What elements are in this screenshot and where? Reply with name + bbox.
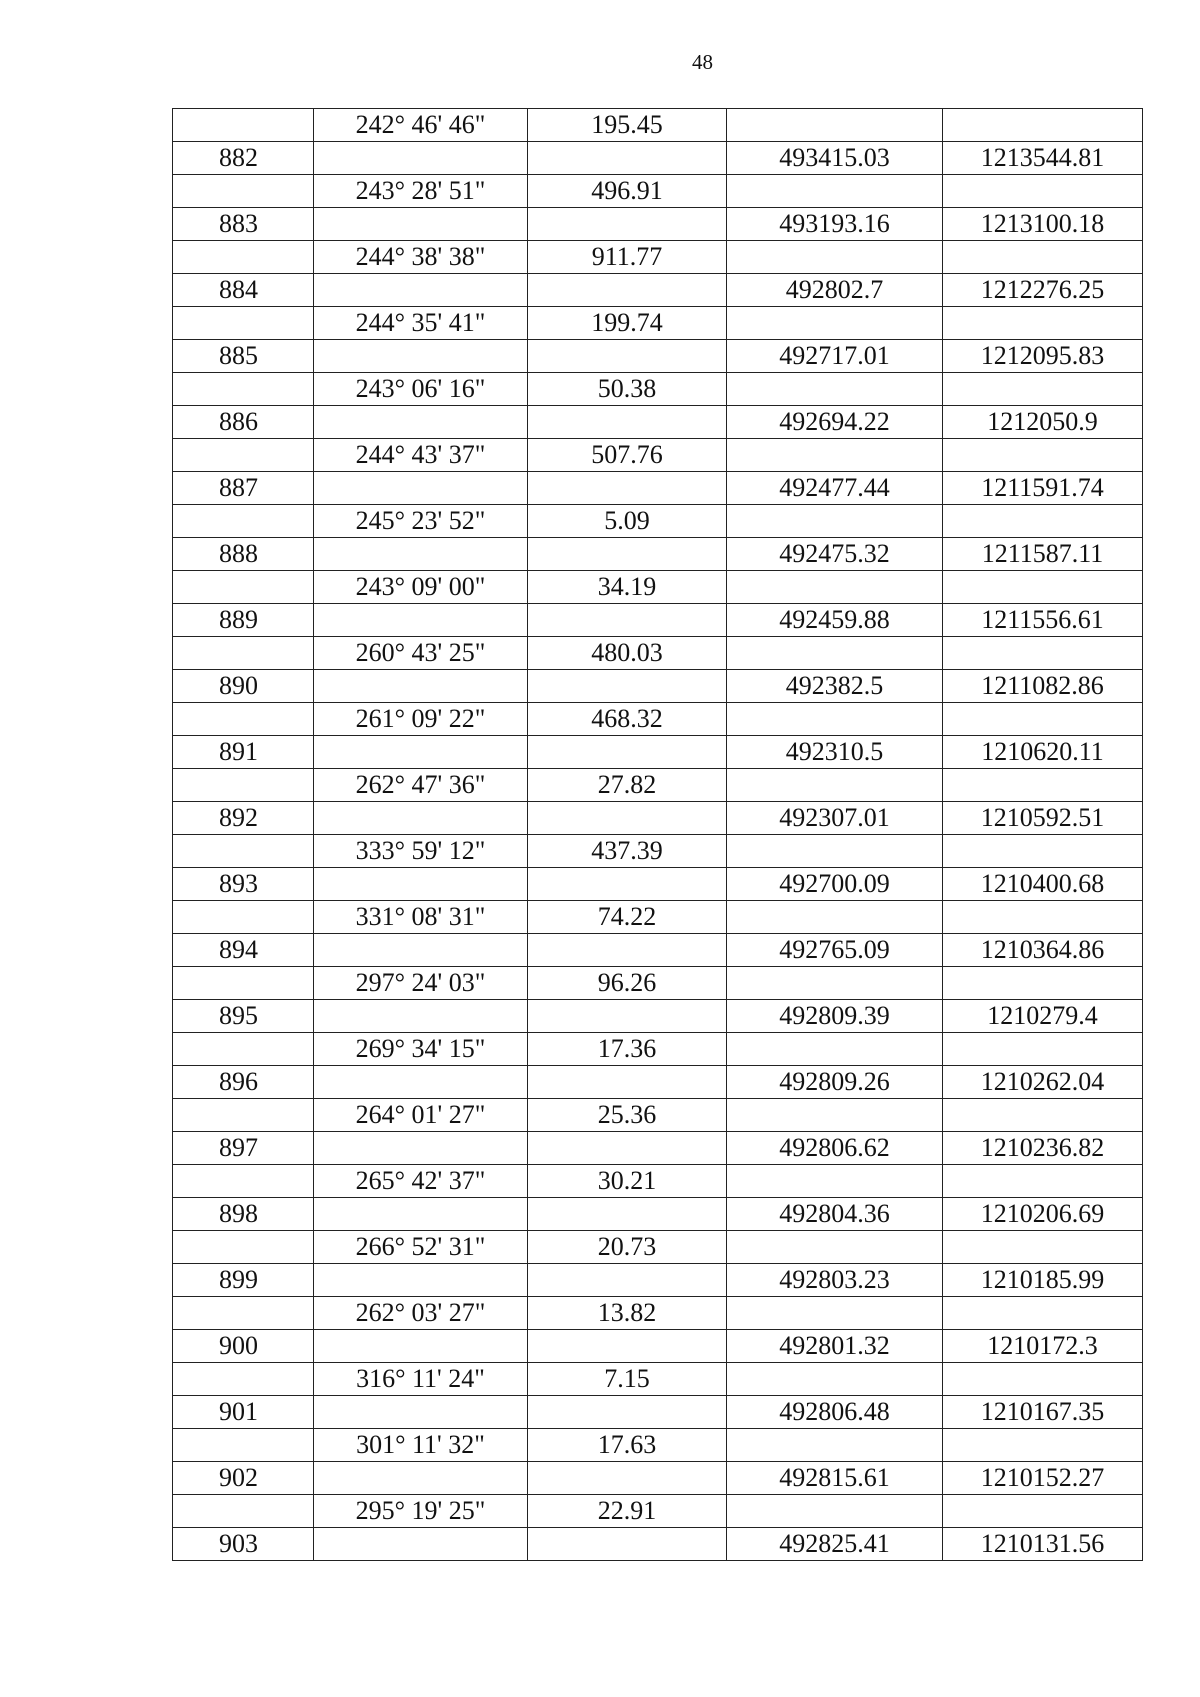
- distance-cell: [528, 1330, 727, 1363]
- northing-cell: 492809.26: [727, 1066, 943, 1099]
- northing-cell: 492803.23: [727, 1264, 943, 1297]
- easting-cell: 1210364.86: [943, 934, 1143, 967]
- point-cell: [173, 1033, 314, 1066]
- distance-cell: 199.74: [528, 307, 727, 340]
- table-row-leg: [173, 769, 1143, 802]
- bearing-cell: 266° 52' 31": [314, 1231, 528, 1264]
- bearing-cell: [314, 736, 528, 769]
- northing-cell: [727, 835, 943, 868]
- easting-cell: 1210620.11: [943, 736, 1143, 769]
- table-row-point: [173, 934, 1143, 967]
- table-row-point: [173, 670, 1143, 703]
- easting-cell: 1210185.99: [943, 1264, 1143, 1297]
- table-row-leg: [173, 1099, 1143, 1132]
- bearing-cell: [314, 340, 528, 373]
- easting-cell: [943, 1231, 1143, 1264]
- table-row-point: [173, 406, 1143, 439]
- point-cell: 902: [173, 1462, 314, 1495]
- table-row-leg: [173, 703, 1143, 736]
- point-cell: [173, 1099, 314, 1132]
- easting-cell: 1210152.27: [943, 1462, 1143, 1495]
- table-row-point: [173, 538, 1143, 571]
- northing-cell: [727, 373, 943, 406]
- point-cell: [173, 1363, 314, 1396]
- distance-cell: [528, 1000, 727, 1033]
- easting-cell: [943, 1429, 1143, 1462]
- point-cell: 884: [173, 274, 314, 307]
- northing-cell: 492477.44: [727, 472, 943, 505]
- distance-cell: [528, 1264, 727, 1297]
- table-row-point: [173, 1132, 1143, 1165]
- bearing-cell: 262° 47' 36": [314, 769, 528, 802]
- table-row-point: [173, 1462, 1143, 1495]
- table-row-point: [173, 1396, 1143, 1429]
- bearing-cell: 265° 42' 37": [314, 1165, 528, 1198]
- easting-cell: [943, 769, 1143, 802]
- table-row-leg: [173, 505, 1143, 538]
- point-cell: 892: [173, 802, 314, 835]
- table-row-point: [173, 1264, 1143, 1297]
- distance-cell: [528, 208, 727, 241]
- distance-cell: [528, 1528, 727, 1561]
- easting-cell: [943, 967, 1143, 1000]
- easting-cell: [943, 373, 1143, 406]
- point-cell: 889: [173, 604, 314, 637]
- northing-cell: 492700.09: [727, 868, 943, 901]
- point-cell: [173, 967, 314, 1000]
- bearing-cell: 244° 35' 41": [314, 307, 528, 340]
- distance-cell: [528, 1462, 727, 1495]
- northing-cell: [727, 439, 943, 472]
- bearing-cell: [314, 802, 528, 835]
- table-row-leg: [173, 1363, 1143, 1396]
- bearing-cell: 261° 09' 22": [314, 703, 528, 736]
- distance-cell: [528, 406, 727, 439]
- distance-cell: [528, 1132, 727, 1165]
- northing-cell: 493193.16: [727, 208, 943, 241]
- point-cell: [173, 439, 314, 472]
- distance-cell: 13.82: [528, 1297, 727, 1330]
- bearing-cell: [314, 1198, 528, 1231]
- easting-cell: [943, 1495, 1143, 1528]
- point-cell: 900: [173, 1330, 314, 1363]
- point-cell: [173, 703, 314, 736]
- table-row-leg: [173, 175, 1143, 208]
- northing-cell: [727, 901, 943, 934]
- point-cell: [173, 241, 314, 274]
- northing-cell: [727, 769, 943, 802]
- distance-cell: [528, 868, 727, 901]
- table-row-point: [173, 340, 1143, 373]
- easting-cell: 1210131.56: [943, 1528, 1143, 1561]
- table-row-leg: [173, 637, 1143, 670]
- distance-cell: [528, 802, 727, 835]
- point-cell: 893: [173, 868, 314, 901]
- distance-cell: 17.63: [528, 1429, 727, 1462]
- page-number: 48: [692, 50, 713, 74]
- northing-cell: 492825.41: [727, 1528, 943, 1561]
- northing-cell: [727, 175, 943, 208]
- distance-cell: [528, 538, 727, 571]
- point-cell: [173, 1429, 314, 1462]
- easting-cell: [943, 1033, 1143, 1066]
- point-cell: 883: [173, 208, 314, 241]
- distance-cell: 34.19: [528, 571, 727, 604]
- point-cell: 891: [173, 736, 314, 769]
- distance-cell: 30.21: [528, 1165, 727, 1198]
- bearing-cell: [314, 1066, 528, 1099]
- table-row-leg: [173, 439, 1143, 472]
- point-cell: [173, 505, 314, 538]
- distance-cell: 195.45: [528, 109, 727, 142]
- distance-cell: 468.32: [528, 703, 727, 736]
- distance-cell: 480.03: [528, 637, 727, 670]
- table-row-point: [173, 1330, 1143, 1363]
- northing-cell: 492475.32: [727, 538, 943, 571]
- bearing-cell: 242° 46' 46": [314, 109, 528, 142]
- easting-cell: [943, 1363, 1143, 1396]
- easting-cell: 1213100.18: [943, 208, 1143, 241]
- bearing-cell: 301° 11' 32": [314, 1429, 528, 1462]
- bearing-cell: [314, 208, 528, 241]
- point-cell: [173, 1495, 314, 1528]
- table-row-leg: [173, 109, 1143, 142]
- northing-cell: 492310.5: [727, 736, 943, 769]
- survey-coordinates-table: [172, 108, 1143, 1561]
- bearing-cell: [314, 274, 528, 307]
- northing-cell: [727, 1033, 943, 1066]
- bearing-cell: [314, 406, 528, 439]
- distance-cell: 911.77: [528, 241, 727, 274]
- easting-cell: 1210262.04: [943, 1066, 1143, 1099]
- point-cell: [173, 571, 314, 604]
- easting-cell: [943, 703, 1143, 736]
- northing-cell: 493415.03: [727, 142, 943, 175]
- distance-cell: 20.73: [528, 1231, 727, 1264]
- bearing-cell: [314, 934, 528, 967]
- table-row-point: [173, 208, 1143, 241]
- bearing-cell: 260° 43' 25": [314, 637, 528, 670]
- easting-cell: 1213544.81: [943, 142, 1143, 175]
- table-row-leg: [173, 241, 1143, 274]
- northing-cell: [727, 1297, 943, 1330]
- table-row-leg: [173, 1231, 1143, 1264]
- distance-cell: 74.22: [528, 901, 727, 934]
- distance-cell: 437.39: [528, 835, 727, 868]
- table-row-leg: [173, 571, 1143, 604]
- distance-cell: [528, 934, 727, 967]
- northing-cell: 492765.09: [727, 934, 943, 967]
- northing-cell: [727, 1495, 943, 1528]
- point-cell: [173, 637, 314, 670]
- point-cell: 896: [173, 1066, 314, 1099]
- table-row-point: [173, 274, 1143, 307]
- distance-cell: 7.15: [528, 1363, 727, 1396]
- point-cell: 895: [173, 1000, 314, 1033]
- bearing-cell: [314, 670, 528, 703]
- bearing-cell: 262° 03' 27": [314, 1297, 528, 1330]
- bearing-cell: [314, 1330, 528, 1363]
- distance-cell: 17.36: [528, 1033, 727, 1066]
- northing-cell: 492806.62: [727, 1132, 943, 1165]
- bearing-cell: [314, 1132, 528, 1165]
- distance-cell: [528, 340, 727, 373]
- northing-cell: 492804.36: [727, 1198, 943, 1231]
- bearing-cell: 264° 01' 27": [314, 1099, 528, 1132]
- bearing-cell: 316° 11' 24": [314, 1363, 528, 1396]
- bearing-cell: 245° 23' 52": [314, 505, 528, 538]
- northing-cell: [727, 1231, 943, 1264]
- northing-cell: 492307.01: [727, 802, 943, 835]
- table-row-point: [173, 802, 1143, 835]
- table-row-leg: [173, 1165, 1143, 1198]
- easting-cell: 1211587.11: [943, 538, 1143, 571]
- point-cell: [173, 1165, 314, 1198]
- northing-cell: 492717.01: [727, 340, 943, 373]
- northing-cell: [727, 1099, 943, 1132]
- table-row-leg: [173, 1429, 1143, 1462]
- table-row-point: [173, 472, 1143, 505]
- distance-cell: [528, 472, 727, 505]
- northing-cell: 492809.39: [727, 1000, 943, 1033]
- table-row-leg: [173, 373, 1143, 406]
- distance-cell: 507.76: [528, 439, 727, 472]
- northing-cell: 492806.48: [727, 1396, 943, 1429]
- bearing-cell: [314, 538, 528, 571]
- distance-cell: [528, 736, 727, 769]
- table-row-point: [173, 1198, 1143, 1231]
- distance-cell: 96.26: [528, 967, 727, 1000]
- bearing-cell: [314, 142, 528, 175]
- easting-cell: [943, 637, 1143, 670]
- table-row-point: [173, 1528, 1143, 1561]
- distance-cell: [528, 1198, 727, 1231]
- easting-cell: 1210400.68: [943, 868, 1143, 901]
- northing-cell: [727, 1363, 943, 1396]
- easting-cell: 1210206.69: [943, 1198, 1143, 1231]
- easting-cell: 1210592.51: [943, 802, 1143, 835]
- table-row-leg: [173, 967, 1143, 1000]
- northing-cell: 492815.61: [727, 1462, 943, 1495]
- distance-cell: [528, 604, 727, 637]
- distance-cell: 25.36: [528, 1099, 727, 1132]
- northing-cell: 492382.5: [727, 670, 943, 703]
- northing-cell: [727, 967, 943, 1000]
- easting-cell: 1210236.82: [943, 1132, 1143, 1165]
- northing-cell: [727, 1429, 943, 1462]
- table-row-leg: [173, 835, 1143, 868]
- bearing-cell: 295° 19' 25": [314, 1495, 528, 1528]
- bearing-cell: 269° 34' 15": [314, 1033, 528, 1066]
- northing-cell: [727, 1165, 943, 1198]
- northing-cell: [727, 241, 943, 274]
- table-row-leg: [173, 307, 1143, 340]
- easting-cell: 1210279.4: [943, 1000, 1143, 1033]
- easting-cell: [943, 175, 1143, 208]
- bearing-cell: [314, 472, 528, 505]
- bearing-cell: 244° 43' 37": [314, 439, 528, 472]
- point-cell: 888: [173, 538, 314, 571]
- table-row-leg: [173, 1297, 1143, 1330]
- northing-cell: 492802.7: [727, 274, 943, 307]
- easting-cell: [943, 1297, 1143, 1330]
- point-cell: 899: [173, 1264, 314, 1297]
- point-cell: [173, 175, 314, 208]
- point-cell: [173, 307, 314, 340]
- northing-cell: [727, 637, 943, 670]
- bearing-cell: [314, 1396, 528, 1429]
- distance-cell: 5.09: [528, 505, 727, 538]
- bearing-cell: 243° 09' 00": [314, 571, 528, 604]
- bearing-cell: [314, 1000, 528, 1033]
- easting-cell: [943, 505, 1143, 538]
- northing-cell: 492801.32: [727, 1330, 943, 1363]
- point-cell: 894: [173, 934, 314, 967]
- point-cell: 886: [173, 406, 314, 439]
- point-cell: 887: [173, 472, 314, 505]
- point-cell: 885: [173, 340, 314, 373]
- distance-cell: [528, 670, 727, 703]
- bearing-cell: [314, 1528, 528, 1561]
- distance-cell: [528, 1396, 727, 1429]
- table-row-leg: [173, 1033, 1143, 1066]
- distance-cell: 50.38: [528, 373, 727, 406]
- bearing-cell: [314, 604, 528, 637]
- easting-cell: [943, 241, 1143, 274]
- point-cell: 901: [173, 1396, 314, 1429]
- point-cell: 903: [173, 1528, 314, 1561]
- point-cell: [173, 373, 314, 406]
- northing-cell: [727, 505, 943, 538]
- easting-cell: [943, 307, 1143, 340]
- easting-cell: 1211082.86: [943, 670, 1143, 703]
- bearing-cell: 333° 59' 12": [314, 835, 528, 868]
- easting-cell: [943, 571, 1143, 604]
- point-cell: 897: [173, 1132, 314, 1165]
- table-body: [173, 109, 1143, 1561]
- point-cell: 882: [173, 142, 314, 175]
- easting-cell: [943, 109, 1143, 142]
- easting-cell: 1211591.74: [943, 472, 1143, 505]
- northing-cell: 492459.88: [727, 604, 943, 637]
- distance-cell: 496.91: [528, 175, 727, 208]
- point-cell: [173, 769, 314, 802]
- easting-cell: [943, 1165, 1143, 1198]
- point-cell: [173, 835, 314, 868]
- easting-cell: 1210172.3: [943, 1330, 1143, 1363]
- bearing-cell: 297° 24' 03": [314, 967, 528, 1000]
- distance-cell: [528, 1066, 727, 1099]
- easting-cell: 1211556.61: [943, 604, 1143, 637]
- bearing-cell: 244° 38' 38": [314, 241, 528, 274]
- table-row-point: [173, 736, 1143, 769]
- table-row-leg: [173, 1495, 1143, 1528]
- bearing-cell: 243° 28' 51": [314, 175, 528, 208]
- bearing-cell: 243° 06' 16": [314, 373, 528, 406]
- easting-cell: 1212095.83: [943, 340, 1143, 373]
- table-row-point: [173, 142, 1143, 175]
- bearing-cell: [314, 1264, 528, 1297]
- northing-cell: [727, 109, 943, 142]
- point-cell: [173, 1297, 314, 1330]
- distance-cell: 27.82: [528, 769, 727, 802]
- distance-cell: [528, 274, 727, 307]
- northing-cell: [727, 571, 943, 604]
- northing-cell: 492694.22: [727, 406, 943, 439]
- bearing-cell: [314, 1462, 528, 1495]
- easting-cell: 1212050.9: [943, 406, 1143, 439]
- easting-cell: [943, 901, 1143, 934]
- bearing-cell: 331° 08' 31": [314, 901, 528, 934]
- easting-cell: [943, 439, 1143, 472]
- northing-cell: [727, 307, 943, 340]
- point-cell: 890: [173, 670, 314, 703]
- point-cell: [173, 901, 314, 934]
- northing-cell: [727, 703, 943, 736]
- table-row-point: [173, 868, 1143, 901]
- distance-cell: 22.91: [528, 1495, 727, 1528]
- bearing-cell: [314, 868, 528, 901]
- distance-cell: [528, 142, 727, 175]
- easting-cell: 1212276.25: [943, 274, 1143, 307]
- easting-cell: 1210167.35: [943, 1396, 1143, 1429]
- table-row-point: [173, 1066, 1143, 1099]
- point-cell: [173, 1231, 314, 1264]
- table-row-leg: [173, 901, 1143, 934]
- easting-cell: [943, 835, 1143, 868]
- easting-cell: [943, 1099, 1143, 1132]
- table-row-point: [173, 1000, 1143, 1033]
- point-cell: [173, 109, 314, 142]
- point-cell: 898: [173, 1198, 314, 1231]
- table-row-point: [173, 604, 1143, 637]
